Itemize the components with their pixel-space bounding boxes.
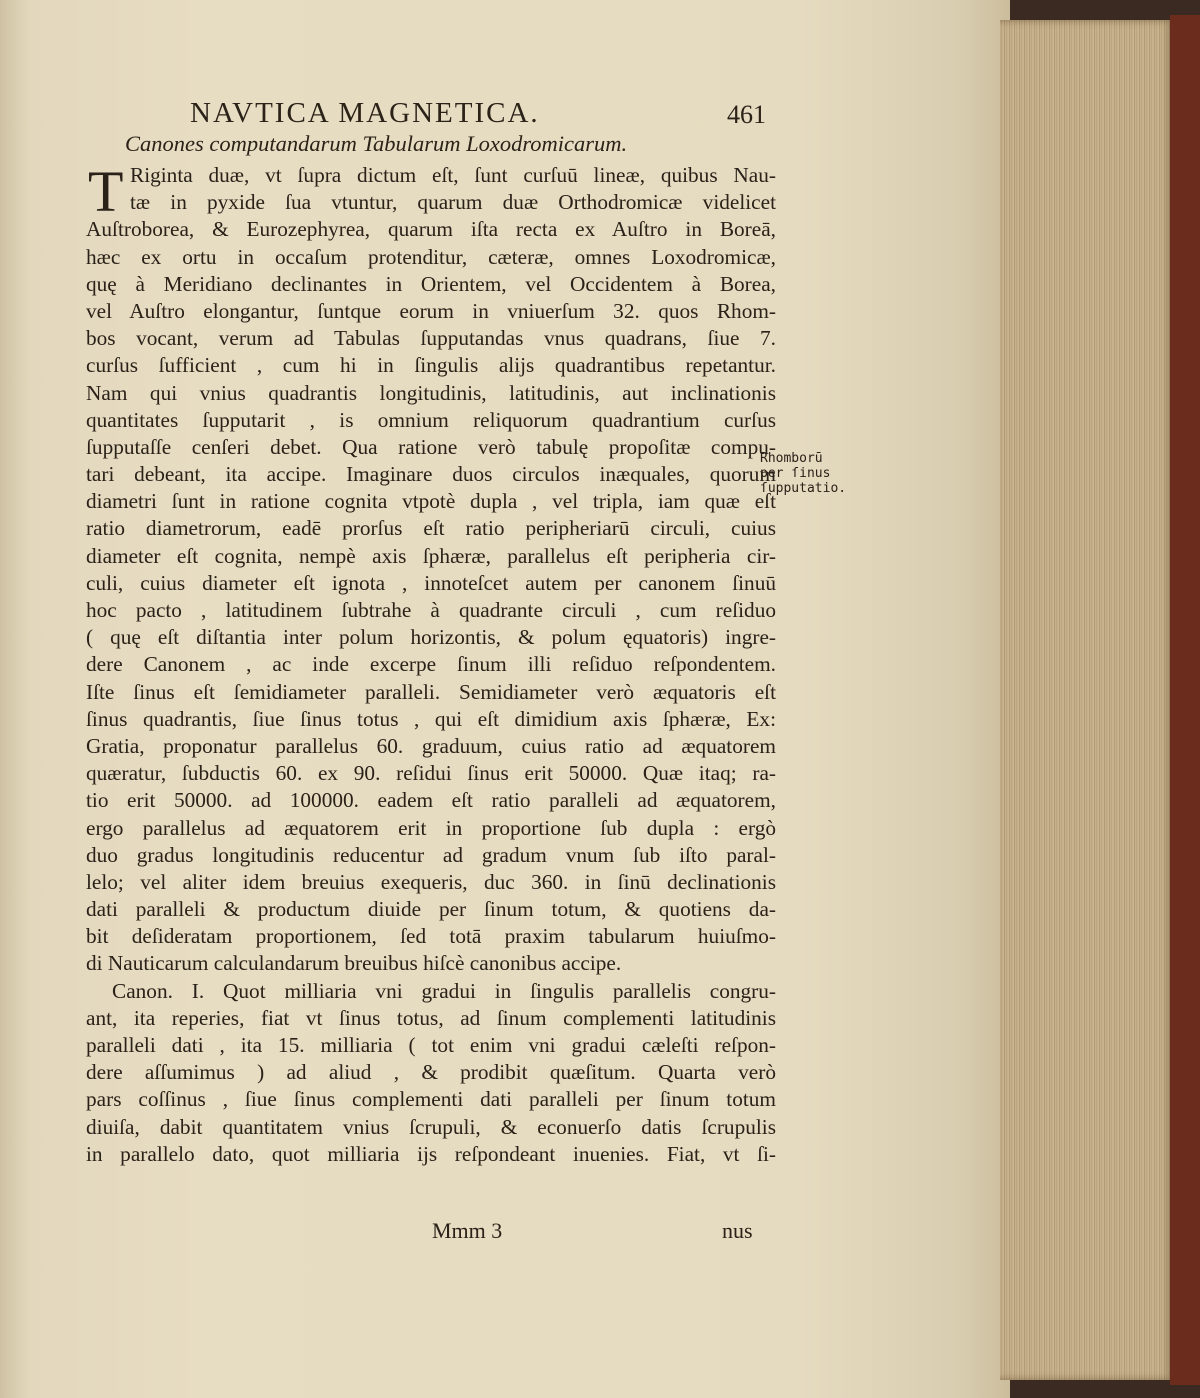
text-line: quæratur, ſubductis 60. ex 90. reſidui ſinus erit 50000. Quæ itaq; ra- xyxy=(86,761,776,786)
text-line: bit deſideratam proportionem, ſed totā praxim tabularum huiuſmo- xyxy=(86,924,776,949)
text-line: Auſtroborea, & Eurozephyrea, quarum iſta recta ex Auſtro in Boreā, xyxy=(86,217,776,242)
text-line: quantitates ſupputarit , is omnium reliquorum quadrantium curſus xyxy=(86,407,776,432)
marginal-note xyxy=(760,451,860,496)
text-line: Gratia, proponatur parallelus 60. graduum, cuius ratio ad æquatorem xyxy=(86,733,776,758)
text-line: Riginta duæ, vt ſupra dictum eſt, ſunt curſuū lineæ, quibus Nau- xyxy=(130,163,776,187)
text-line: hæc ex ortu in occaſum protenditur, cæteræ, omnes Loxodromicæ, xyxy=(86,244,776,269)
text-line: tæ in pyxide ſua vtuntur, quarum duæ Orthodromicæ videlicet xyxy=(130,190,776,215)
text-line: duo gradus longitudinis reducentur ad gradum vnum ſub iſto paral- xyxy=(86,842,776,867)
text-line: tari debeant, ita accipe. Imaginare duos circulos inæquales, quorum xyxy=(86,462,776,487)
text-line: ratio diametrorum, eadē prorſus eſt ratio peripheriarū circuli, cuius xyxy=(86,516,776,541)
text-line: lelo; vel aliter idem breuius exequeris, duc 360. in ſinū declinationis xyxy=(86,869,776,894)
text-line: ergo parallelus ad æquatorem erit in proportione ſub dupla : ergò xyxy=(86,815,776,840)
text-line: vel Auſtro elongantur, ſuntque eorum in vniuerſum 32. quos Rhom- xyxy=(86,298,776,323)
text-line: diameter eſt cognita, nempè axis ſphæræ, parallelus eſt peripheria cir- xyxy=(86,543,776,568)
signature-mark: Mmm 3 xyxy=(432,1218,503,1243)
text-line: ſinus quadrantis, ſiue ſinus totus , qui eſt dimidium axis ſphæræ, Ex: xyxy=(86,706,776,731)
page-footer xyxy=(0,1218,1010,1248)
page-number: 461 xyxy=(727,100,766,129)
text-line: hoc pacto , latitudinem ſubtrahe à quadrante circuli , cum reſiduo xyxy=(86,598,776,622)
marginal-note-line: per ſinus xyxy=(760,466,831,481)
text-line: bos vocant, verum ad Tabulas ſupputandas vnus quadrans, ſiue 7. xyxy=(86,326,776,351)
catchword: nus xyxy=(722,1218,753,1243)
text-line: quę à Meridiano declinantes in Orientem, vel Occidentem à Borea, xyxy=(86,271,776,296)
text-line: ſupputaſſe cenſeri debet. Qua ratione verò tabulę propoſitæ compu- xyxy=(86,434,776,459)
marginal-note-line: Rhomborū xyxy=(760,451,823,466)
page-edges xyxy=(1000,20,1175,1380)
text-line: pars coſſinus , ſiue ſinus complementi dati paralleli per ſinum totum xyxy=(86,1087,776,1112)
text-line: diametri ſunt in ratione cognita vtpotè dupla , vel tripla, iam quæ eſt xyxy=(86,489,776,514)
text-line: Canon. I. Quot milliaria vni gradui in ſingulis parallelis congru- xyxy=(112,978,776,1003)
text-line: diuiſa, dabit quantitatem vnius ſcrupuli, & econuerſo datis ſcrupulis xyxy=(86,1114,776,1139)
text-line: curſus ſufficient , cum hi in ſingulis alijs quadrantibus repetantur. xyxy=(86,353,776,378)
body-text xyxy=(86,159,776,1168)
text-line: in parallelo dato, quot milliaria ijs reſpondeant inuenies. Fiat, vt ſi- xyxy=(86,1141,776,1166)
section-heading: Canones computandarum Tabularum Loxodromicarum. xyxy=(125,131,628,156)
book-cover-right-edge xyxy=(1170,15,1200,1385)
text-line: Nam qui vnius quadrantis longitudinis, latitudinis, aut inclinationis xyxy=(86,380,776,405)
text-line: dere aſſumimus ) ad aliud , & prodibit quæſitum. Quarta verò xyxy=(86,1060,776,1085)
drop-cap: T xyxy=(88,159,124,224)
text-line: dere Canonem , ac inde excerpe ſinum illi reſiduo reſpondentem. xyxy=(86,652,776,677)
marginal-note-line: ſupputatio. xyxy=(760,481,847,496)
text-line: ant, ita reperies, fiat vt ſinus totus, ad ſinum complementi latitudinis xyxy=(86,1005,776,1030)
text-line: paralleli dati , ita 15. milliaria ( tot enim vni gradui cæleſti reſpon- xyxy=(86,1033,776,1057)
running-title: NAVTICA MAGNETICA. xyxy=(190,97,540,129)
text-line: culi, cuius diameter eſt ignota , innoteſcet autem per canonem ſinuū xyxy=(86,570,776,595)
text-line: tio erit 50000. ad 100000. eadem eſt ratio paralleli ad æquatorem, xyxy=(86,788,776,813)
text-line: Iſte ſinus eſt ſemidiameter paralleli. Semidiameter verò æquatoris eſt xyxy=(86,679,776,704)
text-line: di Nauticarum calculandarum breuibus hiſcè canonibus accipe. xyxy=(86,951,622,976)
text-line: ( quę eſt diſtantia inter polum horizontis, & polum ęquatoris) ingre- xyxy=(86,625,776,650)
text-line: dati paralleli & productum diuide per ſinum totum, & quotiens da- xyxy=(86,897,776,922)
